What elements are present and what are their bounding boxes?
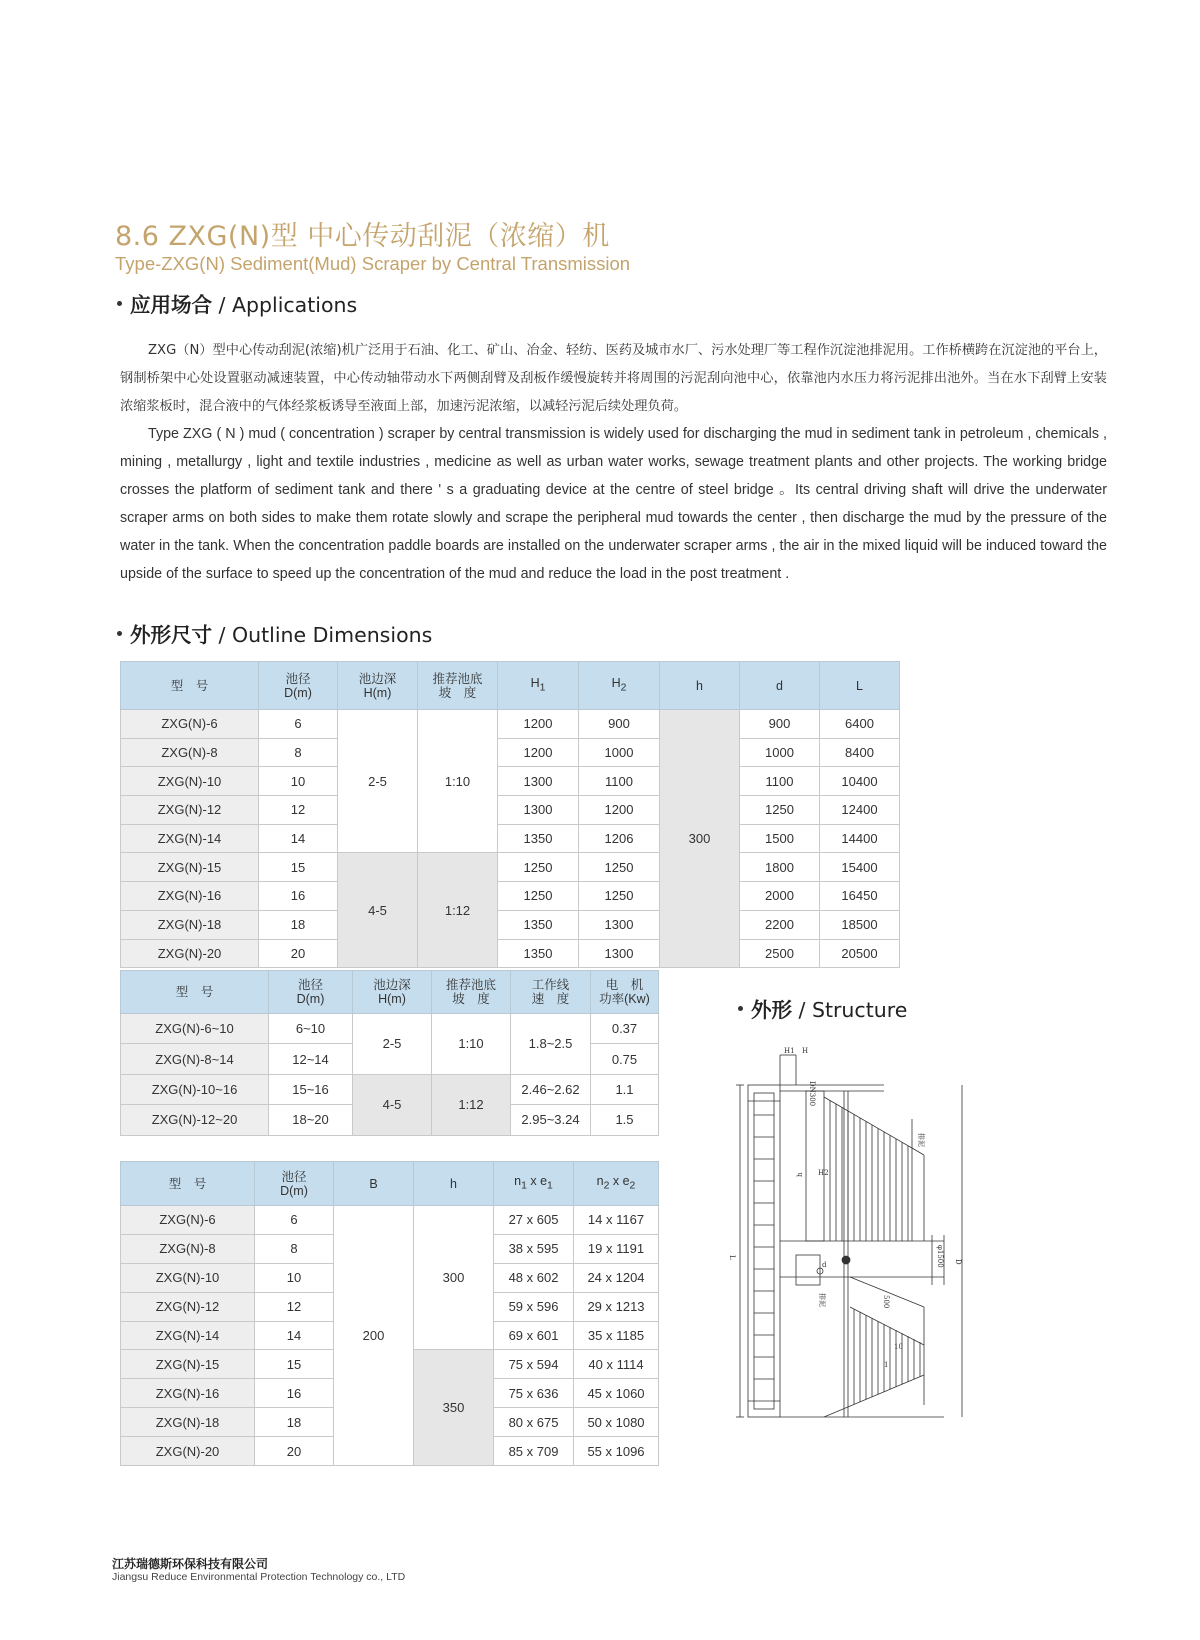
h-cell: 300 bbox=[660, 710, 740, 968]
diagram-label: 排泥 bbox=[917, 1133, 925, 1147]
h2-cell: 1000 bbox=[579, 738, 660, 767]
n1e1-cell: 75 x 636 bbox=[494, 1379, 574, 1408]
diameter-cell: 18 bbox=[259, 910, 338, 939]
model-cell: ZXG(N)-12~20 bbox=[121, 1105, 269, 1135]
l-cell: 14400 bbox=[820, 824, 900, 853]
diameter-cell: 12~14 bbox=[269, 1044, 353, 1074]
depth-cell: 4-5 bbox=[338, 853, 418, 968]
model-cell: ZXG(N)-6~10 bbox=[121, 1014, 269, 1044]
h2-cell: 1206 bbox=[579, 824, 660, 853]
b-cell: 200 bbox=[334, 1206, 414, 1466]
structure-diagram bbox=[728, 1045, 974, 1445]
d-cell: 1250 bbox=[740, 796, 820, 825]
diagram-label: 1 bbox=[884, 1361, 889, 1369]
n1e1-cell: 59 x 596 bbox=[494, 1292, 574, 1321]
diagram-label: d bbox=[822, 1261, 827, 1269]
model-cell: ZXG(N)-6 bbox=[121, 1206, 255, 1235]
depth-cell: 2-5 bbox=[353, 1014, 432, 1075]
speed-cell: 2.46~2.62 bbox=[511, 1074, 591, 1104]
model-cell: ZXG(N)-10 bbox=[121, 767, 259, 796]
diagram-label: h bbox=[796, 1172, 804, 1177]
slope-cell: 1:12 bbox=[418, 853, 498, 968]
applications-text-en: Type ZXG ( N ) mud ( concentration ) scraper by central transmission is widely used for discharging the mud in sediment tank in petroleum , chemicals , mining , metallurgy , light and textile industries , medicine as well as urban water works, sewage treatment plants and other projects. The working bridge crosses the platform of sediment tank and there ' s a graduating device at the centre of steel bridge 。Its central driving shaft will drive the underwater scraper arms on both sides to make them rotate slowly and scrape the peripheral mud towards the center , then discharge the mud by the pressure of the water in the tank. When the concentration paddle boards are installed on the underwater scraper arms , the air in the mixed liquid will be induced toward the upside of the surface to speed up the concentration of the mud and reduce the load in the post treatment . bbox=[120, 426, 1107, 582]
diameter-cell: 15 bbox=[259, 853, 338, 882]
l-cell: 20500 bbox=[820, 939, 900, 968]
outline-dimensions-table bbox=[120, 661, 900, 968]
col-h: h bbox=[660, 662, 740, 710]
diagram-label: D bbox=[954, 1259, 962, 1265]
col-power: 电 机 功率(Kw) bbox=[591, 971, 659, 1014]
col-diameter: 池径 D(m) bbox=[259, 662, 338, 710]
diagram-label: H2 bbox=[818, 1169, 829, 1177]
model-cell: ZXG(N)-12 bbox=[121, 796, 259, 825]
model-cell: ZXG(N)-14 bbox=[121, 1321, 255, 1350]
model-cell: ZXG(N)-8~14 bbox=[121, 1044, 269, 1074]
power-cell: 1.1 bbox=[591, 1074, 659, 1104]
bullet-icon bbox=[117, 301, 122, 306]
diameter-cell: 8 bbox=[259, 738, 338, 767]
n2e2-cell: 29 x 1213 bbox=[574, 1292, 659, 1321]
d-cell: 2000 bbox=[740, 882, 820, 911]
n1e1-cell: 69 x 601 bbox=[494, 1321, 574, 1350]
n2e2-cell: 19 x 1191 bbox=[574, 1234, 659, 1263]
h2-cell: 900 bbox=[579, 710, 660, 739]
table-header-row bbox=[121, 662, 900, 710]
l-cell: 6400 bbox=[820, 710, 900, 739]
table-row bbox=[121, 939, 900, 968]
diameter-cell: 6 bbox=[255, 1206, 334, 1235]
h-cell: 350 bbox=[414, 1350, 494, 1466]
diameter-cell: 14 bbox=[259, 824, 338, 853]
n2e2-cell: 40 x 1114 bbox=[574, 1350, 659, 1379]
col-h: h bbox=[414, 1162, 494, 1206]
diameter-cell: 20 bbox=[255, 1437, 334, 1466]
table-row bbox=[121, 853, 900, 882]
model-cell: ZXG(N)-16 bbox=[121, 882, 259, 911]
n2e2-cell: 50 x 1080 bbox=[574, 1408, 659, 1437]
model-cell: ZXG(N)-10~16 bbox=[121, 1074, 269, 1104]
table-row bbox=[121, 1074, 659, 1104]
table-row bbox=[121, 767, 900, 796]
diameter-cell: 12 bbox=[255, 1292, 334, 1321]
n1e1-cell: 48 x 602 bbox=[494, 1263, 574, 1292]
h1-cell: 1300 bbox=[498, 767, 579, 796]
h1-cell: 1350 bbox=[498, 824, 579, 853]
d-cell: 1100 bbox=[740, 767, 820, 796]
diameter-cell: 6 bbox=[259, 710, 338, 739]
col-model: 型 号 bbox=[121, 662, 259, 710]
table-row bbox=[121, 710, 900, 739]
diameter-cell: 20 bbox=[259, 939, 338, 968]
diameter-cell: 18~20 bbox=[269, 1105, 353, 1135]
footer-company-en: Jiangsu Reduce Environmental Protection Technology co., LTD bbox=[112, 1571, 406, 1583]
diameter-cell: 12 bbox=[259, 796, 338, 825]
table-row bbox=[121, 1206, 659, 1235]
page-title: 8.6 ZXG(N)型 中心传动刮泥（浓缩）机 bbox=[115, 221, 610, 252]
diagram-label: 排泥 bbox=[818, 1293, 826, 1307]
model-cell: ZXG(N)-8 bbox=[121, 1234, 255, 1263]
table-row bbox=[121, 910, 900, 939]
diameter-cell: 18 bbox=[255, 1408, 334, 1437]
diagram-label: DN300 bbox=[808, 1081, 816, 1107]
n1e1-cell: 75 x 594 bbox=[494, 1350, 574, 1379]
model-cell: ZXG(N)-10 bbox=[121, 1263, 255, 1292]
n1e1-cell: 85 x 709 bbox=[494, 1437, 574, 1466]
col-h1: $H_1$ bbox=[498, 662, 579, 710]
structure-heading: 外形 / Structure bbox=[738, 993, 907, 1023]
slope-cell: 1:10 bbox=[432, 1014, 511, 1075]
model-cell: ZXG(N)-6 bbox=[121, 710, 259, 739]
speed-cell: 1.8~2.5 bbox=[511, 1014, 591, 1075]
table-header-row bbox=[121, 1162, 659, 1206]
diameter-cell: 15 bbox=[255, 1350, 334, 1379]
depth-cell: 2-5 bbox=[338, 710, 418, 853]
power-cell: 0.37 bbox=[591, 1014, 659, 1044]
slope-cell: 1:10 bbox=[418, 710, 498, 853]
diagram-label: φ1500 bbox=[936, 1245, 944, 1268]
h1-cell: 1200 bbox=[498, 738, 579, 767]
page-subtitle: Type-ZXG(N) Sediment(Mud) Scraper by Central Transmission bbox=[115, 253, 631, 274]
applications-text-cn: ZXG（N）型中心传动刮泥(浓缩)机广泛用于石油、化工、矿山、冶金、轻纺、医药及城市水厂、污水处理厂等工程作沉淀池排泥用。工作桥横跨在沉淀池的平台上，钢制桥架中心处设置驱动减速装置，中心传动轴带动水下两侧刮臂及刮板作缓慢旋转并将周围的污泥刮向池中心，依靠池内水压力将污泥排出池外。当在水下刮臂上安装浓缩浆板时，混合液中的气体经浆板诱导至液面上部，加速污泥浓缩，以减轻污泥后续处理负荷。 bbox=[120, 343, 1107, 414]
h1-cell: 1300 bbox=[498, 796, 579, 825]
model-cell: ZXG(N)-15 bbox=[121, 1350, 255, 1379]
power-cell: 0.75 bbox=[591, 1044, 659, 1074]
model-cell: ZXG(N)-15 bbox=[121, 853, 259, 882]
bullet-icon bbox=[117, 631, 122, 636]
n1e1-cell: 27 x 605 bbox=[494, 1206, 574, 1235]
diagram-label: H1 bbox=[784, 1047, 795, 1055]
h-cell: 300 bbox=[414, 1206, 494, 1350]
diameter-cell: 16 bbox=[259, 882, 338, 911]
l-cell: 12400 bbox=[820, 796, 900, 825]
h2-cell: 1300 bbox=[579, 939, 660, 968]
h2-cell: 1300 bbox=[579, 910, 660, 939]
n2e2-cell: 14 x 1167 bbox=[574, 1206, 659, 1235]
col-model: 型 号 bbox=[121, 1162, 255, 1206]
col-depth: 池边深 H(m) bbox=[338, 662, 418, 710]
paddle-table bbox=[120, 1161, 659, 1466]
footer-company-cn: 江苏瑞德斯环保科技有限公司 bbox=[112, 1557, 269, 1571]
h1-cell: 1200 bbox=[498, 710, 579, 739]
col-l: L bbox=[820, 662, 900, 710]
diameter-cell: 16 bbox=[255, 1379, 334, 1408]
n2e2-cell: 55 x 1096 bbox=[574, 1437, 659, 1466]
l-cell: 15400 bbox=[820, 853, 900, 882]
h1-cell: 1250 bbox=[498, 882, 579, 911]
d-cell: 900 bbox=[740, 710, 820, 739]
col-h2: $H_2$ bbox=[579, 662, 660, 710]
motor-table bbox=[120, 970, 659, 1136]
d-cell: 2200 bbox=[740, 910, 820, 939]
h2-cell: 1250 bbox=[579, 853, 660, 882]
diagram-label: L bbox=[728, 1255, 736, 1260]
diameter-cell: 15~16 bbox=[269, 1074, 353, 1104]
power-cell: 1.5 bbox=[591, 1105, 659, 1135]
h1-cell: 1350 bbox=[498, 910, 579, 939]
col-n2e2: $n_2$ x $e_2$ bbox=[574, 1162, 659, 1206]
bullet-icon bbox=[738, 1006, 743, 1011]
col-d: d bbox=[740, 662, 820, 710]
col-diameter: 池径 D(m) bbox=[269, 971, 353, 1014]
col-b: B bbox=[334, 1162, 414, 1206]
h1-cell: 1250 bbox=[498, 853, 579, 882]
col-slope: 推荐池底 坡 度 bbox=[418, 662, 498, 710]
model-cell: ZXG(N)-8 bbox=[121, 738, 259, 767]
model-cell: ZXG(N)-18 bbox=[121, 910, 259, 939]
col-diameter: 池径 D(m) bbox=[255, 1162, 334, 1206]
applications-heading: 应用场合 / Applications bbox=[117, 288, 357, 318]
h2-cell: 1200 bbox=[579, 796, 660, 825]
model-cell: ZXG(N)-20 bbox=[121, 1437, 255, 1466]
n2e2-cell: 24 x 1204 bbox=[574, 1263, 659, 1292]
h2-cell: 1100 bbox=[579, 767, 660, 796]
diagram-label: 10 bbox=[894, 1343, 903, 1351]
outline-heading: 外形尺寸 / Outline Dimensions bbox=[117, 618, 432, 648]
col-model: 型 号 bbox=[121, 971, 269, 1014]
col-speed: 工作线 速 度 bbox=[511, 971, 591, 1014]
diameter-cell: 10 bbox=[259, 767, 338, 796]
table-header-row bbox=[121, 971, 659, 1014]
table-row bbox=[121, 796, 900, 825]
diameter-cell: 6~10 bbox=[269, 1014, 353, 1044]
table-row bbox=[121, 882, 900, 911]
depth-cell: 4-5 bbox=[353, 1074, 432, 1135]
l-cell: 10400 bbox=[820, 767, 900, 796]
l-cell: 16450 bbox=[820, 882, 900, 911]
h2-cell: 1250 bbox=[579, 882, 660, 911]
h1-cell: 1350 bbox=[498, 939, 579, 968]
diameter-cell: 8 bbox=[255, 1234, 334, 1263]
model-cell: ZXG(N)-12 bbox=[121, 1292, 255, 1321]
col-n1e1: $n_1$ x $e_1$ bbox=[494, 1162, 574, 1206]
l-cell: 18500 bbox=[820, 910, 900, 939]
diagram-label: H bbox=[802, 1047, 809, 1055]
slope-cell: 1:12 bbox=[432, 1074, 511, 1135]
model-cell: ZXG(N)-20 bbox=[121, 939, 259, 968]
model-cell: ZXG(N)-14 bbox=[121, 824, 259, 853]
model-cell: ZXG(N)-16 bbox=[121, 1379, 255, 1408]
d-cell: 1000 bbox=[740, 738, 820, 767]
diameter-cell: 10 bbox=[255, 1263, 334, 1292]
l-cell: 8400 bbox=[820, 738, 900, 767]
table-row bbox=[121, 1014, 659, 1044]
d-cell: 1800 bbox=[740, 853, 820, 882]
n2e2-cell: 45 x 1060 bbox=[574, 1379, 659, 1408]
n1e1-cell: 38 x 595 bbox=[494, 1234, 574, 1263]
col-slope: 推荐池底 坡 度 bbox=[432, 971, 511, 1014]
table-row bbox=[121, 824, 900, 853]
diagram-label: 500 bbox=[882, 1295, 890, 1309]
d-cell: 2500 bbox=[740, 939, 820, 968]
diameter-cell: 14 bbox=[255, 1321, 334, 1350]
table-row bbox=[121, 738, 900, 767]
model-cell: ZXG(N)-18 bbox=[121, 1408, 255, 1437]
speed-cell: 2.95~3.24 bbox=[511, 1105, 591, 1135]
d-cell: 1500 bbox=[740, 824, 820, 853]
n2e2-cell: 35 x 1185 bbox=[574, 1321, 659, 1350]
n1e1-cell: 80 x 675 bbox=[494, 1408, 574, 1437]
col-depth: 池边深 H(m) bbox=[353, 971, 432, 1014]
